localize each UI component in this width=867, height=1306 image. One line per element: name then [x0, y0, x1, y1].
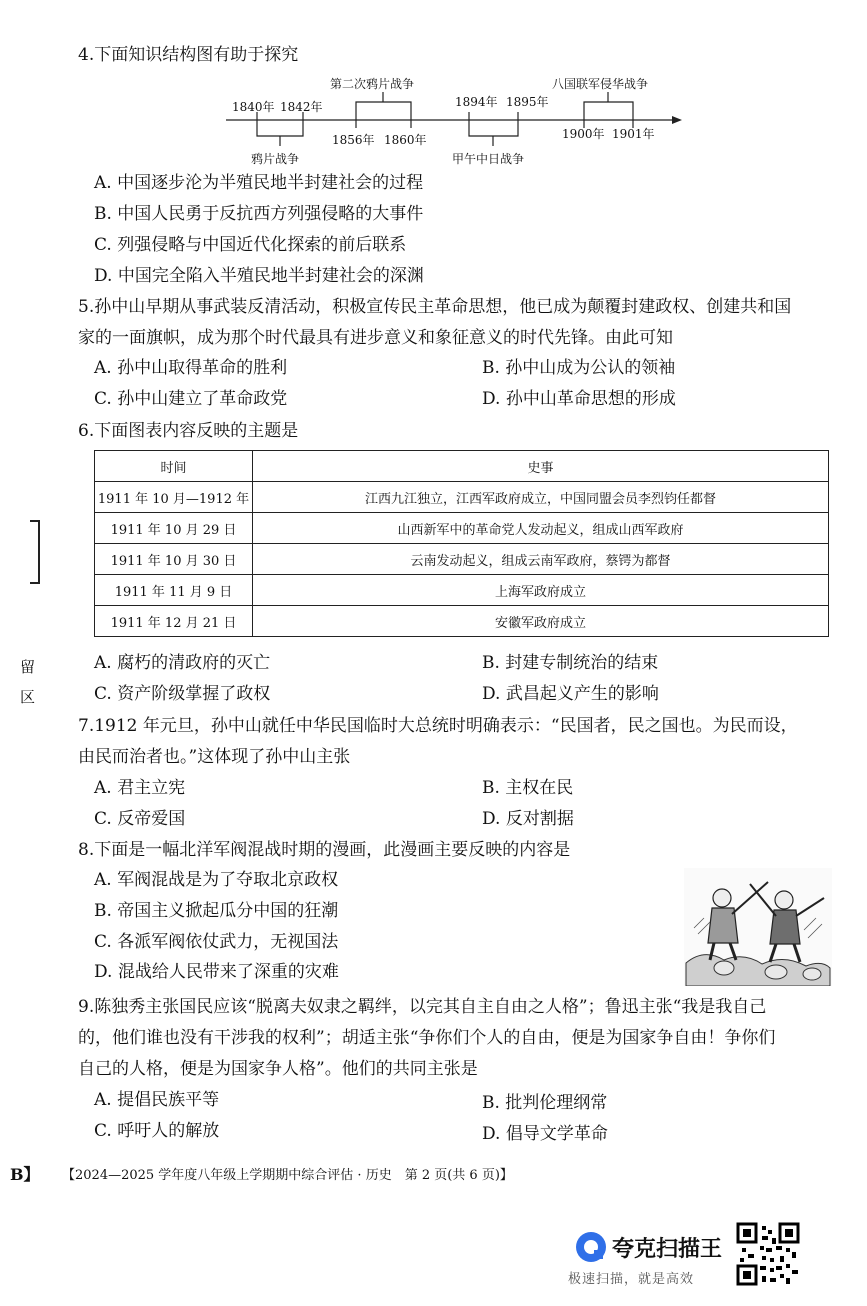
q7-line2: 由民而治者也。”这体现了孙中山主张 — [78, 747, 351, 767]
q8-option-b: B. 帝国主义掀起瓜分中国的狂潮 — [94, 901, 339, 921]
table-cell-event: 江西九江独立，江西军政府成立，中国同盟会员李烈钧任都督 — [253, 482, 829, 513]
tl-1860: 1860年 — [384, 133, 427, 147]
q5-line1: 5.孙中山早期从事武装反清活动，积极宣传民主革命思想，他已成为颠覆封建政权、创建共和国 — [78, 297, 792, 317]
tl-1842: 1842年 — [280, 100, 323, 114]
footer-text: 【2024—2025 学年度八年级上学期期中综合评估 · 历史 第 2 页(共 6 页)】 — [62, 1168, 513, 1183]
q4-option-c: C. 列强侵略与中国近代化探索的前后联系 — [94, 235, 407, 255]
margin-char-2: 区 — [20, 688, 36, 706]
tl-1894: 1894年 — [455, 95, 498, 109]
table-cell-time: 1911 年 11 月 9 日 — [95, 575, 253, 606]
table-header-event: 史事 — [253, 451, 829, 482]
table-cell-time: 1911 年 10 月 29 日 — [95, 513, 253, 544]
q8-stem: 8.下面是一幅北洋军阀混战时期的漫画，此漫画主要反映的内容是 — [78, 840, 571, 860]
q7-option-b: B. 主权在民 — [482, 778, 574, 798]
tl-1900: 1900年 — [562, 127, 605, 141]
q4-option-b: B. 中国人民勇于反抗西方列强侵略的大事件 — [94, 204, 424, 224]
table-cell-event: 山西新军中的革命党人发动起义，组成山西军政府 — [253, 513, 829, 544]
q9-line1: 9.陈独秀主张国民应该“脱离夫奴隶之羁绊，以完其自主自由之人格”；鲁迅主张“我是我自己 — [78, 997, 767, 1017]
scanner-name: 夸克扫描王 — [612, 1237, 723, 1262]
table-cell-event: 云南发动起义，组成云南军政府，蔡锷为都督 — [253, 544, 829, 575]
q9-option-d: D. 倡导文学革命 — [482, 1124, 608, 1144]
q8-option-d: D. 混战给人民带来了深重的灾难 — [94, 962, 339, 982]
table-cell-event: 上海军政府成立 — [253, 575, 829, 606]
q5-option-a: A. 孙中山取得革命的胜利 — [94, 358, 288, 378]
footer-mark: B】 — [10, 1165, 40, 1184]
q6-option-d: D. 武昌起义产生的影响 — [482, 684, 659, 704]
q7-line1: 7.1912 年元旦，孙中山就任中华民国临时大总统时明确表示：“民国者，民之国也。为民而设， — [78, 716, 798, 736]
table-row — [95, 606, 829, 637]
q5-option-b: B. 孙中山成为公认的领袖 — [482, 358, 676, 378]
q6-option-c: C. 资产阶级掌握了政权 — [94, 684, 271, 704]
table-header-time: 时间 — [95, 451, 253, 482]
table-cell-time: 1911 年 10 月—1912 年 — [95, 482, 253, 513]
q9-option-a: A. 提倡民族平等 — [94, 1090, 220, 1110]
tl-opium-war: 鸦片战争 — [251, 152, 300, 166]
q6-stem: 6.下面图表内容反映的主题是 — [78, 421, 299, 441]
q6-option-a: A. 腐朽的清政府的灭亡 — [94, 653, 271, 673]
table-row — [95, 482, 829, 513]
tl-1840: 1840年 — [232, 100, 275, 114]
q6-option-b: B. 封建专制统治的结束 — [482, 653, 659, 673]
q7-option-c: C. 反帝爱国 — [94, 809, 186, 829]
margin-char-1: 留 — [20, 658, 36, 676]
scanner-slogan: 极速扫描，就是高效 — [568, 1272, 695, 1287]
qr-code-icon — [736, 1222, 800, 1286]
q5-line2: 家的一面旗帜，成为那个时代最具有进步意义和象征意义的时代先锋。由此可知 — [78, 328, 673, 348]
q9-option-b: B. 批判伦理纲常 — [482, 1093, 608, 1113]
table-row — [95, 575, 829, 606]
q9-option-c: C. 呼吁人的解放 — [94, 1121, 220, 1141]
tl-eight-nation-war: 八国联军侵华战争 — [552, 77, 649, 91]
q4-stem: 4.下面知识结构图有助于探究 — [78, 45, 299, 65]
q5-option-c: C. 孙中山建立了革命政党 — [94, 389, 288, 409]
q5-option-d: D. 孙中山革命思想的形成 — [482, 389, 676, 409]
tl-second-opium-war: 第二次鸦片战争 — [330, 77, 415, 91]
q4-option-a: A. 中国逐步沦为半殖民地半封建社会的过程 — [94, 173, 424, 193]
table-header-row — [95, 451, 829, 482]
margin-bracket — [30, 520, 40, 584]
tl-1901: 1901年 — [612, 127, 655, 141]
tl-1895: 1895年 — [506, 95, 549, 109]
q7-option-a: A. 君主立宪 — [94, 778, 186, 798]
table-cell-event: 安徽军政府成立 — [253, 606, 829, 637]
tl-sino-japanese-war: 甲午中日战争 — [452, 152, 525, 166]
scanner-logo-icon — [574, 1230, 608, 1264]
table-cell-time: 1911 年 10 月 30 日 — [95, 544, 253, 575]
q4-option-d: D. 中国完全陷入半殖民地半封建社会的深渊 — [94, 266, 424, 286]
table-cell-time: 1911 年 12 月 21 日 — [95, 606, 253, 637]
q8-option-a: A. 军阀混战是为了夺取北京政权 — [94, 870, 339, 890]
tl-1856: 1856年 — [332, 133, 375, 147]
table-row — [95, 544, 829, 575]
scanner-watermark — [566, 1220, 806, 1290]
q7-option-d: D. 反对割据 — [482, 809, 574, 829]
table-row — [95, 513, 829, 544]
warlord-cartoon-image — [684, 868, 832, 986]
q8-option-c: C. 各派军阀依仗武力，无视国法 — [94, 932, 339, 952]
q9-line3: 自己的人格，便是为国家争人格”。他们的共同主张是 — [78, 1059, 478, 1079]
q9-line2: 的，他们谁也没有干涉我的权利”；胡适主张“争你们个人的自由，便是为国家争自由！争你们 — [78, 1028, 776, 1048]
history-table — [94, 450, 829, 637]
